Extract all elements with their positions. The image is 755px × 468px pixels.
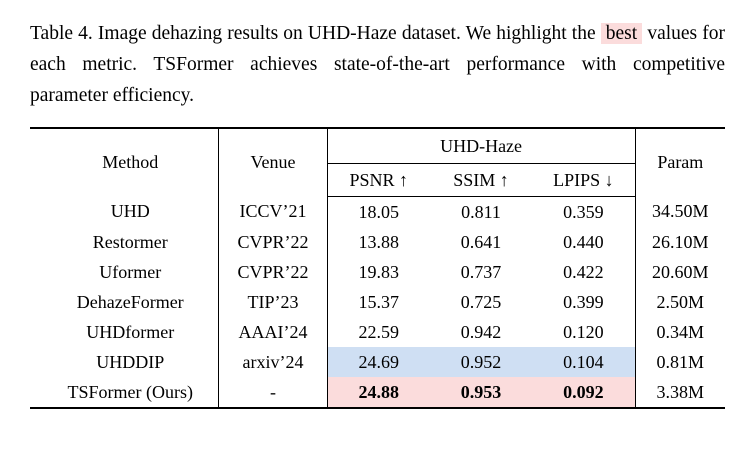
results-table: [30, 127, 725, 409]
cell-ssim: 0.942: [460, 321, 502, 342]
cell-ssim: 0.953: [430, 377, 532, 408]
table-header-row-1: [30, 128, 725, 164]
table-row: [30, 197, 725, 228]
cell-psnr: 15.37: [327, 287, 430, 317]
cell-venue: ICCV’21: [219, 197, 327, 228]
cell-method: Restormer: [92, 231, 168, 252]
cell-method: UHDDIP: [96, 351, 165, 372]
table-row: [30, 347, 725, 377]
cell-param: 26.10M: [635, 227, 725, 257]
cell-ssim: 0.952: [430, 347, 532, 377]
cell-psnr: 18.05: [327, 197, 430, 228]
cell-lpips: 0.422: [563, 261, 604, 282]
cell-param: 34.50M: [635, 197, 725, 228]
cell-venue: AAAI’24: [219, 317, 327, 347]
cell-ssim: 0.811: [461, 201, 501, 222]
column-header-param: Param: [635, 128, 725, 197]
table-caption: [30, 18, 725, 111]
cell-psnr: 24.69: [327, 347, 430, 377]
cell-venue: -: [219, 377, 327, 408]
table-row: [30, 257, 725, 287]
caption-best-highlight: best: [601, 23, 642, 44]
column-header-lpips: LPIPS ↓: [532, 164, 635, 197]
table-row: [30, 227, 725, 257]
cell-psnr: 22.59: [327, 317, 430, 347]
cell-method: DehazeFormer: [76, 291, 184, 312]
table-body: [30, 128, 725, 408]
cell-param: 0.34M: [635, 317, 725, 347]
cell-psnr: 13.88: [327, 227, 430, 257]
column-header-method: Method: [30, 128, 219, 197]
caption-prefix: Table 4. Image dehazing results on UHD-Haze dataset. We highlight the: [30, 23, 596, 44]
cell-psnr: 24.88: [327, 377, 430, 408]
cell-param: 3.38M: [635, 377, 725, 408]
cell-method: UHDformer: [86, 321, 175, 342]
column-header-venue: Venue: [219, 128, 327, 197]
caption-suffix: values for each metric. TSFormer achieves state-of-the-art performance with competitive parameter efficiency.: [30, 23, 726, 106]
cell-lpips: 0.399: [563, 291, 604, 312]
cell-venue: TIP’23: [219, 287, 327, 317]
cell-lpips: 0.104: [532, 347, 635, 377]
cell-param: 2.50M: [635, 287, 725, 317]
cell-ssim: 0.641: [460, 231, 502, 252]
column-header-psnr: PSNR ↑: [327, 164, 430, 197]
cell-ssim: 0.737: [460, 261, 502, 282]
cell-lpips: 0.092: [532, 377, 635, 408]
cell-psnr: 19.83: [327, 257, 430, 287]
cell-method: UHD: [110, 201, 150, 222]
cell-method: Uformer: [99, 261, 162, 282]
cell-param: 0.81M: [635, 347, 725, 377]
table-row: [30, 377, 725, 408]
cell-lpips: 0.120: [563, 321, 604, 342]
cell-venue: CVPR’22: [219, 257, 327, 287]
cell-lpips: 0.359: [563, 201, 604, 222]
column-header-ssim: SSIM ↑: [430, 164, 532, 197]
cell-venue: arxiv’24: [219, 347, 327, 377]
table-row: [30, 317, 725, 347]
cell-ssim: 0.725: [460, 291, 502, 312]
table-row: [30, 287, 725, 317]
cell-lpips: 0.440: [563, 231, 604, 252]
cell-venue: CVPR’22: [219, 227, 327, 257]
cell-method: TSFormer (Ours): [30, 377, 219, 408]
column-header-group-uhd-haze: UHD-Haze: [327, 128, 635, 164]
cell-param: 20.60M: [635, 257, 725, 287]
